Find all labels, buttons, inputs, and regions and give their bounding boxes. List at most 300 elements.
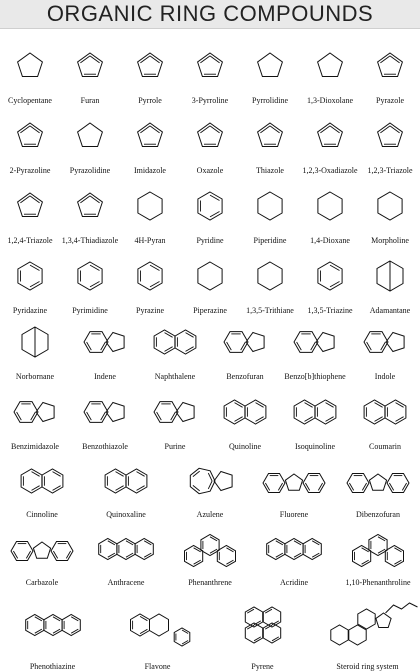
ring-outline bbox=[14, 402, 38, 423]
compound-phenothiazine bbox=[0, 592, 105, 672]
compound-name: Carbazole bbox=[25, 578, 59, 587]
compound-name: Benzimidazole bbox=[11, 442, 59, 451]
compound-pyrazole bbox=[360, 40, 420, 106]
compound-row bbox=[0, 250, 420, 316]
compound-3-pyrroline bbox=[180, 40, 240, 106]
ring-outline bbox=[21, 469, 42, 493]
ring-outline bbox=[347, 474, 369, 493]
double-bond bbox=[330, 282, 340, 287]
structure-diagram bbox=[0, 180, 60, 232]
compound-flavone bbox=[105, 592, 210, 672]
ring-outline bbox=[198, 123, 223, 147]
compound-name: 1,2,4-Triazole bbox=[7, 236, 53, 245]
ring-outline bbox=[149, 614, 168, 636]
double-bond bbox=[137, 486, 145, 491]
ring-outline bbox=[78, 193, 103, 217]
compound-anthracene bbox=[84, 524, 168, 588]
compound-pyridazine bbox=[0, 250, 60, 316]
ring-outline bbox=[331, 625, 348, 645]
compound-phenanthrene bbox=[168, 524, 252, 588]
structure-diagram bbox=[115, 592, 201, 658]
structure-diagram bbox=[60, 180, 120, 232]
compound-indole bbox=[350, 316, 420, 382]
structure-diagram bbox=[120, 250, 180, 302]
structure-diagram bbox=[0, 456, 84, 506]
ring-outline bbox=[154, 402, 178, 423]
ring-outline bbox=[376, 613, 391, 628]
ring-outline bbox=[303, 474, 325, 493]
compound-row bbox=[0, 180, 420, 246]
double-bond bbox=[276, 541, 283, 545]
ring-outline bbox=[258, 192, 282, 220]
compound-name: Anthracene bbox=[107, 578, 145, 587]
ring-outline bbox=[201, 535, 219, 556]
compound-1-2-3-triazole bbox=[360, 110, 420, 176]
compound-morpholine bbox=[360, 180, 420, 246]
structure-diagram bbox=[252, 456, 336, 506]
structure-diagram bbox=[280, 316, 350, 368]
double-bond bbox=[17, 412, 22, 420]
structure-diagram bbox=[210, 316, 280, 368]
compound-name: Adamantane bbox=[369, 306, 411, 315]
compound-row bbox=[0, 456, 420, 520]
compound-fluorene bbox=[252, 456, 336, 520]
compound-pyrrolidine bbox=[240, 40, 300, 106]
ring-outline bbox=[316, 333, 334, 352]
double-bond bbox=[311, 342, 316, 350]
compound-pyrrole bbox=[120, 40, 180, 106]
page-title: ORGANIC RING COMPOUNDS bbox=[0, 0, 420, 29]
double-bond bbox=[396, 417, 404, 422]
compound-name: Quinoline bbox=[229, 442, 261, 451]
double-bond bbox=[294, 541, 301, 545]
double-bond bbox=[227, 342, 232, 350]
structure-diagram bbox=[336, 456, 420, 506]
structure-diagram bbox=[180, 250, 240, 302]
double-bond bbox=[165, 347, 173, 352]
double-bond bbox=[241, 342, 246, 350]
double-bond bbox=[140, 616, 147, 620]
ring-outline bbox=[386, 333, 404, 352]
structure-diagram bbox=[140, 316, 210, 368]
double-bond bbox=[87, 412, 92, 420]
ring-outline bbox=[369, 535, 387, 556]
ring-outline bbox=[318, 123, 343, 147]
structure-diagram bbox=[70, 316, 140, 368]
ring-outline bbox=[106, 403, 124, 422]
ring-outline bbox=[138, 262, 162, 290]
ring-outline bbox=[62, 615, 80, 636]
compound-cinnoline bbox=[0, 456, 84, 520]
structure-diagram bbox=[0, 40, 60, 92]
double-bond bbox=[137, 472, 145, 477]
structure-diagram bbox=[300, 180, 360, 232]
ring-outline bbox=[263, 623, 280, 643]
compound-quinoxaline bbox=[84, 456, 168, 520]
structure-diagram bbox=[120, 40, 180, 92]
compound-name: Isoquinoline bbox=[295, 442, 335, 451]
compound-imidazole bbox=[120, 110, 180, 176]
ring-outline bbox=[198, 53, 223, 77]
double-bond bbox=[210, 537, 217, 541]
compound-row bbox=[0, 110, 420, 176]
double-bond bbox=[30, 265, 40, 270]
ring-outline bbox=[378, 192, 402, 220]
double-bond bbox=[305, 483, 309, 490]
compound-row bbox=[0, 524, 420, 588]
double-bond bbox=[157, 412, 162, 420]
compound-name: Thiazole bbox=[256, 166, 284, 175]
compound-row bbox=[0, 40, 420, 106]
double-bond bbox=[101, 342, 106, 350]
ring-outline bbox=[78, 262, 102, 290]
ring-outline bbox=[385, 400, 406, 424]
compound-row bbox=[0, 592, 420, 672]
double-bond bbox=[226, 548, 233, 552]
double-bond bbox=[381, 342, 386, 350]
double-bond bbox=[389, 483, 393, 490]
double-bond bbox=[116, 472, 124, 477]
structure-diagram bbox=[0, 524, 84, 574]
compound-name: Cinnoline bbox=[26, 510, 58, 519]
ring-outline bbox=[387, 474, 409, 493]
double-bond bbox=[312, 541, 319, 545]
double-bond bbox=[90, 265, 100, 270]
compound-name: Furan bbox=[80, 96, 100, 105]
ring-outline bbox=[315, 400, 336, 424]
compound-name: Benzo[b]thiophene bbox=[284, 372, 346, 381]
compound-thiazole bbox=[240, 110, 300, 176]
compound-name: Oxazole bbox=[196, 166, 224, 175]
compound-name: Quinoxaline bbox=[106, 510, 146, 519]
ring-outline bbox=[285, 539, 303, 560]
ring-outline bbox=[190, 468, 215, 493]
compound-piperidine bbox=[240, 180, 300, 246]
double-bond bbox=[140, 629, 147, 633]
compound-1-2-4-triazole bbox=[0, 180, 60, 246]
double-bond bbox=[30, 282, 40, 287]
structure-diagram bbox=[70, 386, 140, 438]
compound-coumarin bbox=[350, 386, 420, 452]
compound-1-4-dioxane bbox=[300, 180, 360, 246]
structure-diagram bbox=[360, 40, 420, 92]
double-bond bbox=[396, 403, 404, 408]
double-bond bbox=[375, 417, 383, 422]
double-bond bbox=[90, 282, 100, 287]
compound-name: Coumarin bbox=[369, 442, 401, 451]
ring-outline bbox=[245, 400, 266, 424]
ring-outline bbox=[378, 123, 403, 147]
double-bond bbox=[53, 617, 60, 621]
compound-name: Steroid ring system bbox=[336, 662, 399, 671]
compound-isoquinoline bbox=[280, 386, 350, 452]
ring-outline bbox=[263, 607, 280, 627]
compound-name: Pyrene bbox=[251, 662, 274, 671]
compound-row bbox=[0, 386, 420, 452]
compound-pyridine bbox=[180, 180, 240, 246]
double-bond bbox=[256, 417, 264, 422]
compound-furan bbox=[60, 40, 120, 106]
compound-pyrene bbox=[210, 592, 315, 672]
structure-diagram bbox=[180, 110, 240, 162]
compound-name: Dibenzofuran bbox=[356, 510, 400, 519]
compound-name: Pyridazine bbox=[12, 306, 48, 315]
compound-indene bbox=[70, 316, 140, 382]
compound-steroid-ring-system bbox=[315, 592, 420, 672]
ring-outline bbox=[138, 192, 162, 220]
double-bond bbox=[256, 403, 264, 408]
ring-outline bbox=[294, 332, 318, 353]
ring-outline bbox=[11, 542, 33, 561]
double-bond bbox=[116, 486, 124, 491]
structure-diagram bbox=[300, 40, 360, 92]
compound-1-3-5-trithiane bbox=[240, 250, 300, 316]
double-bond bbox=[297, 342, 302, 350]
compound-benzothiazole bbox=[70, 386, 140, 452]
structure-diagram bbox=[168, 456, 252, 506]
double-bond bbox=[34, 617, 41, 621]
structure-diagram bbox=[240, 250, 300, 302]
compound-benzofuran bbox=[210, 316, 280, 382]
compound-name: Phenothiazine bbox=[29, 662, 76, 671]
ring-outline bbox=[138, 53, 163, 77]
ring-outline bbox=[378, 53, 403, 77]
compound-1-3-5-triazine bbox=[300, 250, 360, 316]
double-bond bbox=[126, 541, 133, 545]
structure-diagram bbox=[300, 110, 360, 162]
compound-name: 4H-Pyran bbox=[134, 236, 166, 245]
structure-diagram bbox=[140, 386, 210, 438]
ring-outline bbox=[78, 123, 103, 147]
double-bond bbox=[144, 541, 151, 545]
compound-name: Acridine bbox=[280, 578, 308, 587]
ring-outline bbox=[214, 472, 232, 491]
ring-outline bbox=[51, 542, 73, 561]
compound-1-2-3-oxadiazole bbox=[300, 110, 360, 176]
compound-name: 1,2,3-Oxadiazole bbox=[302, 166, 358, 175]
compound-name: Pyrrolidine bbox=[252, 96, 288, 105]
compound-benzimidazole bbox=[0, 386, 70, 452]
double-bond bbox=[362, 483, 366, 490]
ring-outline bbox=[318, 262, 342, 290]
structure-diagram bbox=[220, 592, 306, 658]
ring-outline bbox=[175, 330, 196, 354]
ring-outline bbox=[99, 539, 117, 560]
double-bond bbox=[53, 486, 61, 491]
compound-name: Pyrrole bbox=[138, 96, 162, 105]
ring-outline bbox=[130, 614, 149, 636]
structure-diagram bbox=[300, 250, 360, 302]
ring-outline bbox=[364, 332, 388, 353]
compound-4h-pyran bbox=[120, 180, 180, 246]
ring-outline bbox=[42, 469, 63, 493]
ring-outline bbox=[18, 53, 43, 77]
compound-name: 1,3,4-Thiadiazole bbox=[61, 236, 119, 245]
ring-outline bbox=[84, 402, 108, 423]
double-bond bbox=[265, 483, 269, 490]
ring-outline bbox=[36, 403, 54, 422]
compound-quinoline bbox=[210, 386, 280, 452]
ring-outline bbox=[185, 546, 203, 567]
compound-dibenzofuran bbox=[336, 456, 420, 520]
ring-outline bbox=[78, 53, 103, 77]
compound-name: Naphthalene bbox=[154, 372, 196, 381]
structure-diagram bbox=[0, 386, 70, 438]
compound-name: Norbornane bbox=[15, 372, 55, 381]
compound-name: Pyrazole bbox=[376, 96, 404, 105]
ring-outline bbox=[258, 123, 283, 147]
compound-name: Benzofuran bbox=[226, 372, 264, 381]
ring-outline bbox=[246, 333, 264, 352]
compound-2-pyrazoline bbox=[0, 110, 60, 176]
ring-outline bbox=[364, 400, 385, 424]
double-bond bbox=[330, 265, 340, 270]
ring-outline bbox=[18, 123, 43, 147]
compound-azulene bbox=[168, 456, 252, 520]
structure-diagram bbox=[168, 524, 252, 574]
double-bond bbox=[66, 551, 70, 558]
compound-naphthalene bbox=[140, 316, 210, 382]
compound-name: Indole bbox=[374, 372, 396, 381]
ring-outline bbox=[176, 403, 194, 422]
compound-pyrazolidine bbox=[60, 110, 120, 176]
double-bond bbox=[362, 548, 369, 552]
compound-row bbox=[0, 316, 420, 382]
double-bond bbox=[186, 333, 194, 338]
structure-diagram bbox=[350, 386, 420, 438]
compound-name: Pyrimidine bbox=[72, 306, 108, 315]
ring-outline bbox=[294, 400, 315, 424]
structure-diagram bbox=[84, 456, 168, 506]
structure-diagram bbox=[252, 524, 336, 574]
compound-name: Piperazine bbox=[193, 306, 227, 315]
structure-diagram bbox=[280, 386, 350, 438]
structure-diagram bbox=[0, 110, 60, 162]
ring-outline bbox=[138, 123, 163, 147]
double-bond bbox=[367, 342, 372, 350]
compound-name: Cyclopentane bbox=[8, 96, 52, 105]
double-bond bbox=[305, 417, 313, 422]
double-bond bbox=[375, 403, 383, 408]
structure-diagram bbox=[180, 40, 240, 92]
structure-diagram bbox=[120, 180, 180, 232]
compound-benzobthiophene bbox=[280, 316, 350, 382]
ring-outline bbox=[385, 546, 403, 567]
compound-name: Piperidine bbox=[253, 236, 287, 245]
compound-name: 1,2,3-Triazole bbox=[367, 166, 413, 175]
double-bond bbox=[278, 483, 282, 490]
structure-diagram bbox=[336, 524, 420, 574]
ring-outline bbox=[224, 400, 245, 424]
ring-outline bbox=[105, 469, 126, 493]
double-bond bbox=[186, 347, 194, 352]
double-bond bbox=[53, 472, 61, 477]
ring-outline bbox=[126, 469, 147, 493]
ring-outline bbox=[154, 330, 175, 354]
ring-outline bbox=[217, 546, 235, 567]
double-bond bbox=[235, 417, 243, 422]
compound-name: 1,3,5-Trithiane bbox=[246, 306, 294, 315]
compound-name: Morpholine bbox=[371, 236, 409, 245]
compound-1-3-4-thiadiazole bbox=[60, 180, 120, 246]
structure-diagram bbox=[60, 110, 120, 162]
double-bond bbox=[108, 541, 115, 545]
structure-diagram bbox=[120, 110, 180, 162]
compound-cyclopentane bbox=[0, 40, 60, 106]
ring-outline bbox=[224, 332, 248, 353]
ring-outline bbox=[267, 539, 285, 560]
compound-name: Fluorene bbox=[279, 510, 309, 519]
structure-diagram bbox=[360, 250, 420, 302]
ring-outline bbox=[303, 539, 321, 560]
ring-outline bbox=[43, 615, 61, 636]
double-bond bbox=[71, 617, 78, 621]
ring-outline bbox=[285, 474, 302, 490]
compound-purine bbox=[140, 386, 210, 452]
double-bond bbox=[378, 537, 385, 541]
compound-name: 3-Pyrroline bbox=[191, 96, 229, 105]
ring-outline bbox=[198, 192, 222, 220]
double-bond bbox=[402, 483, 406, 490]
double-bond bbox=[318, 483, 322, 490]
compound-name: Purine bbox=[164, 442, 186, 451]
structure-diagram bbox=[315, 592, 420, 658]
double-bond bbox=[150, 265, 160, 270]
double-bond bbox=[87, 342, 92, 350]
compound-piperazine bbox=[180, 250, 240, 316]
double-bond bbox=[101, 412, 106, 420]
structure-diagram bbox=[350, 316, 420, 368]
ring-outline bbox=[117, 539, 135, 560]
compound-name: Flavone bbox=[144, 662, 171, 671]
double-bond bbox=[210, 195, 220, 200]
compound-name: Indene bbox=[94, 372, 116, 381]
structure-diagram bbox=[240, 180, 300, 232]
ring-outline bbox=[84, 332, 108, 353]
compound-name: 1,3,5-Triazine bbox=[307, 306, 353, 315]
double-bond bbox=[349, 483, 353, 490]
ring-outline bbox=[258, 53, 283, 77]
structure-diagram bbox=[84, 524, 168, 574]
structure-diagram bbox=[10, 592, 96, 658]
double-bond bbox=[235, 403, 243, 408]
compound-name: Benzothiazole bbox=[82, 442, 128, 451]
structure-diagram bbox=[210, 386, 280, 438]
double-bond bbox=[394, 548, 401, 552]
side-chain bbox=[386, 603, 418, 613]
double-bond bbox=[13, 551, 17, 558]
compound-carbazole bbox=[0, 524, 84, 588]
ring-outline bbox=[318, 192, 342, 220]
ring-outline bbox=[353, 546, 371, 567]
ring-outline bbox=[18, 193, 43, 217]
ring-outline bbox=[349, 625, 366, 645]
compound-name: Imidazole bbox=[134, 166, 166, 175]
structure-diagram bbox=[240, 110, 300, 162]
structure-diagram bbox=[0, 316, 70, 368]
compound-adamantane bbox=[360, 250, 420, 316]
structure-diagram bbox=[360, 110, 420, 162]
compound-1-10-phenanthroline bbox=[336, 524, 420, 588]
double-bond bbox=[171, 412, 176, 420]
compound-name: 1,3-Dioxolane bbox=[307, 96, 353, 105]
ring-outline bbox=[135, 539, 153, 560]
double-bond bbox=[26, 551, 30, 558]
ring-outline bbox=[106, 333, 124, 352]
compound-oxazole bbox=[180, 110, 240, 176]
double-bond bbox=[326, 403, 334, 408]
compound-name: 1,4-Dioxane bbox=[310, 236, 350, 245]
